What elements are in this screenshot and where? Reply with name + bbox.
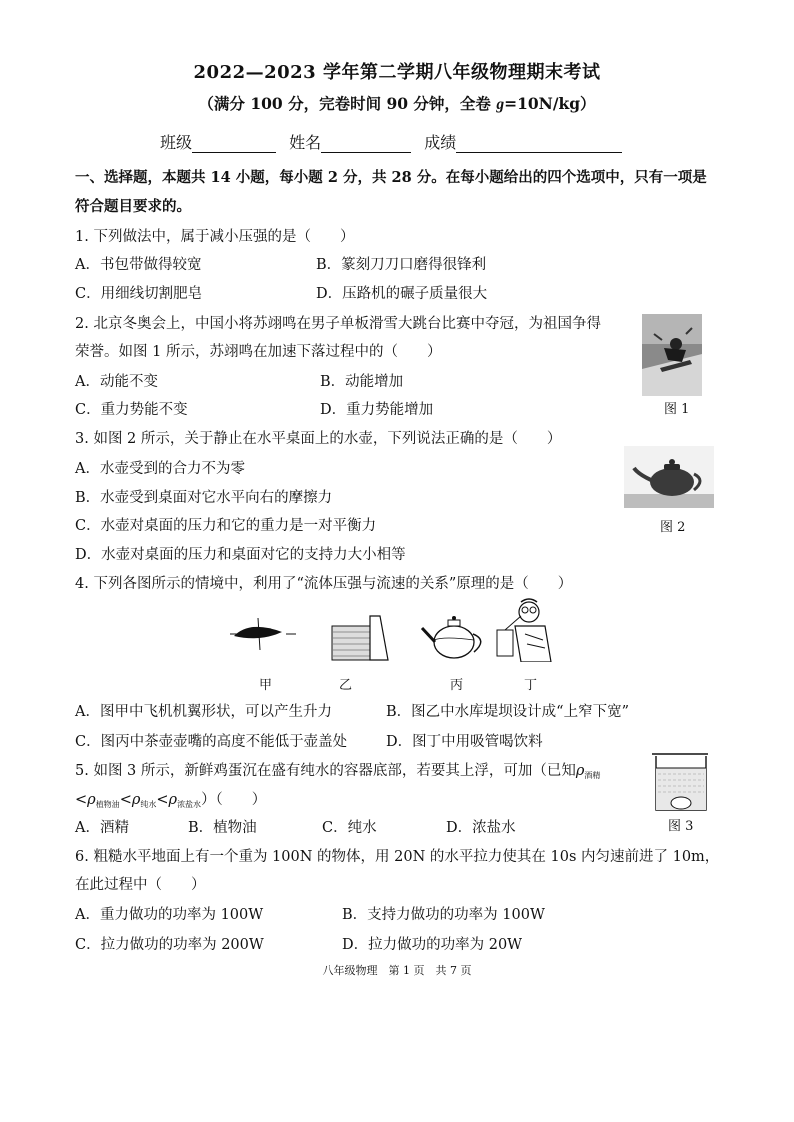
figure-ding-straw-drinking: [495, 596, 557, 662]
q5-sub-brine: 浓盐水: [177, 800, 202, 809]
subtitle-pre: （满分 100 分，完卷时间 90 分钟，全卷: [198, 94, 497, 113]
q1-option-d: D．压路机的碾子质量很大: [316, 286, 488, 302]
subtitle-g: g: [496, 96, 505, 113]
q5-sub-oil: 植物油: [95, 800, 120, 809]
subtitle-post: =10N/kg）: [504, 94, 596, 113]
figure3-caption: 图 3: [668, 819, 694, 834]
score-blank[interactable]: [456, 136, 622, 153]
q6-stem-line1: 6. 粗糙水平地面上有一个重为 100N 的物体，用 20N 的水平拉力使其在 10s 内匀速前进了 10m，: [75, 849, 720, 865]
figure1-snowboarder-image: [642, 314, 702, 396]
figure-label-bing: 丙: [450, 678, 464, 693]
q5-rho-1: ρ: [575, 763, 585, 779]
page-footer: 八年级物理 第 1 页 共 7 页: [322, 964, 472, 977]
figure1-caption: 图 1: [664, 402, 690, 417]
exam-subtitle: [0, 92, 794, 114]
section1-heading-line1: 一、选择题，本题共 14 小题，每小题 2 分，共 28 分。在每小题给出的四个选项中，只有一项是: [75, 169, 707, 186]
student-info-row: [160, 130, 622, 153]
q5-lt-2: <: [119, 792, 132, 808]
q4-option-b: B．图乙中水库堤坝设计成“上窄下宽”: [386, 704, 629, 720]
q3-stem: 3. 如图 2 所示，关于静止在水平桌面上的水壶，下列说法正确的是（ ）: [75, 431, 562, 447]
q5-lt-3: <: [156, 792, 169, 808]
q5-sub-water: 纯水: [140, 800, 157, 809]
q6-option-a: A．重力做功的功率为 100W: [75, 907, 264, 923]
q5-option-d: D．浓盐水: [446, 820, 516, 836]
q5-sub-alcohol: 酒精: [584, 771, 601, 780]
q3-option-d: D．水壶对桌面的压力和桌面对它的支持力大小相等: [75, 547, 406, 563]
q5-stem-line1: [75, 759, 600, 781]
q5-option-c: C．纯水: [322, 820, 377, 836]
figure2-teapot-image: [624, 446, 714, 508]
q6-option-c: C．拉力做功的功率为 200W: [75, 937, 264, 953]
q6-stem-line2: 在此过程中（ ）: [75, 877, 206, 893]
figure-yi-dam: [330, 612, 390, 662]
q2-option-d: D．重力势能增加: [320, 402, 434, 418]
q3-option-b: B．水壶受到桌面对它水平向右的摩擦力: [75, 490, 333, 506]
q5-close: ）（ ）: [201, 792, 267, 808]
class-blank[interactable]: [192, 136, 276, 153]
q5-option-b: B．植物油: [188, 820, 257, 836]
q6-option-b: B．支持力做功的功率为 100W: [342, 907, 545, 923]
q5-option-a: A．酒精: [75, 820, 129, 836]
q5-rho-3: ρ: [131, 792, 141, 808]
q2-option-c: C．重力势能不变: [75, 402, 188, 418]
name-blank[interactable]: [321, 136, 411, 153]
q5-stem-line2: [75, 788, 266, 810]
section1-heading-line2: 符合题目要求的。: [75, 198, 191, 215]
q5-rho-4: ρ: [168, 792, 178, 808]
q1-option-a: A．书包带做得较宽: [75, 257, 202, 273]
q4-stem: 4. 下列各图所示的情境中，利用了“流体压强与流速的关系”原理的是（ ）: [75, 576, 573, 592]
name-label: 姓名: [289, 133, 322, 152]
figure-label-ding: 丁: [524, 678, 538, 693]
q2-stem-line1: 2. 北京冬奥会上，中国小将苏翊鸣在男子单板滑雪大跳台比赛中夺冠，为祖国争得: [75, 316, 601, 332]
q1-stem: 1. 下列做法中，属于减小压强的是（ ）: [75, 229, 355, 245]
q1-option-c: C．用细线切割肥皂: [75, 286, 203, 302]
figure2-caption: 图 2: [660, 520, 686, 535]
q4-option-a: A．图甲中飞机机翼形状，可以产生升力: [75, 704, 332, 720]
class-label: 班级: [160, 133, 193, 152]
q2-stem-line2: 荣誉。如图 1 所示，苏翊鸣在加速下落过程中的（ ）: [75, 344, 442, 360]
q3-option-a: A．水壶受到的合力不为零: [75, 461, 245, 477]
q6-option-d: D．拉力做功的功率为 20W: [342, 937, 523, 953]
q5-lt-1: <: [75, 792, 88, 808]
q2-option-a: A．动能不变: [75, 374, 158, 390]
figure-jia-airfoil: [230, 612, 296, 652]
q4-option-c: C．图丙中茶壶壶嘴的高度不能低于壶盖处: [75, 734, 348, 750]
exam-title: 2022—2023 学年第二学期八年级物理期末考试: [193, 62, 601, 83]
q3-option-c: C．水壶对桌面的压力和它的重力是一对平衡力: [75, 518, 377, 534]
figure-bing-teapot: [418, 612, 490, 660]
figure-label-yi: 乙: [339, 678, 353, 693]
q4-option-d: D．图丁中用吸管喝饮料: [386, 734, 543, 750]
figure3-egg-container-image: [648, 752, 712, 812]
q2-option-b: B．动能增加: [320, 374, 404, 390]
q5-stem-pre: 5. 如图 3 所示，新鲜鸡蛋沉在盛有纯水的容器底部，若要其上浮，可加（已知: [75, 763, 576, 779]
q5-rho-2: ρ: [87, 792, 96, 808]
score-label: 成绩: [424, 133, 457, 152]
q1-option-b: B．篆刻刀刀口磨得很锋利: [316, 257, 487, 273]
figure-label-jia: 甲: [259, 678, 273, 693]
